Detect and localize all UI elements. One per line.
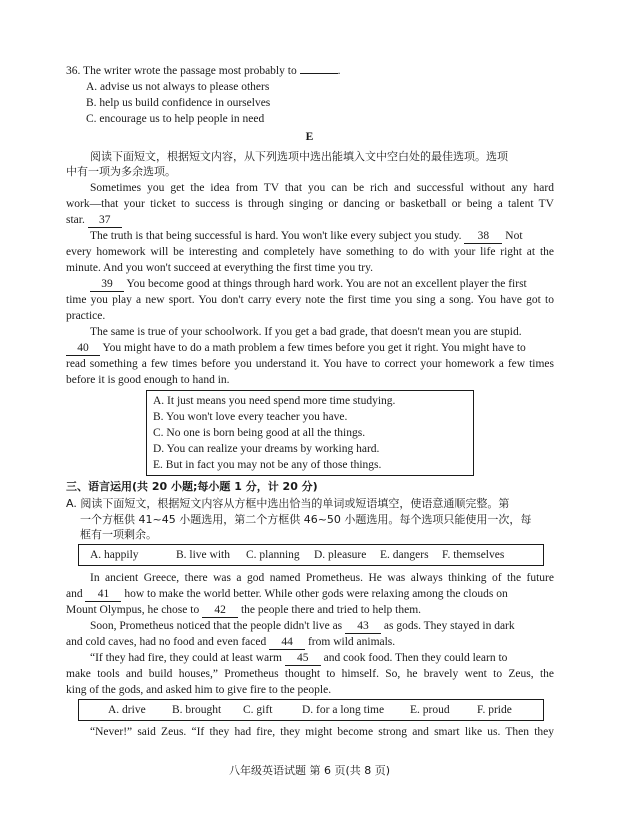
passage-text: star. <box>66 214 85 226</box>
passage-text: from wild animals. <box>307 636 396 648</box>
passage-e-p4-line-1: The same is true of your schoolwork. If you get a bad grade, that doesn't mean you are stupid. <box>90 326 522 338</box>
passage-text: You become good at things through hard work. You are not an excellent player the first <box>126 278 527 290</box>
page-footer: 八年级英语试题 第 6 页(共 8 页) <box>228 764 391 777</box>
word-box-1-option-b[interactable]: B. live with <box>176 549 230 561</box>
word-box-2-option-a[interactable]: A. drive <box>108 704 146 716</box>
question-36-text: 36. The writer wrote the passage most probably to <box>66 65 297 77</box>
passage-text: and <box>66 588 83 600</box>
passage-a-p3-line-2: make tools and build houses,” Prometheus thought to himself. So, he bravely went to Zeus, the <box>66 668 554 680</box>
passage-e-p2-line-1 <box>90 229 523 244</box>
question-36-option-b: B. help us build confidence in ourselves <box>86 97 271 109</box>
blank-39[interactable]: 39 <box>90 277 124 292</box>
question-36-option-c: C. encourage us to help people in need <box>86 113 265 125</box>
blank-43[interactable]: 43 <box>345 619 381 634</box>
passage-e-p4-line-2 <box>66 341 526 356</box>
section-e-option-a[interactable]: A. It just means you need spend more time studying. <box>153 395 396 407</box>
section-e-option-b[interactable]: B. You won't love every teacher you have. <box>153 411 348 423</box>
passage-text: Not <box>505 230 523 242</box>
word-box-2-option-f[interactable]: F. pride <box>477 704 512 716</box>
passage-a-p3-line-1 <box>90 651 507 666</box>
question-36-blank[interactable] <box>300 73 338 74</box>
word-box-1-option-a[interactable]: A. happily <box>90 549 139 561</box>
passage-text: “If they had fire, they could at least warm <box>90 652 282 664</box>
section-3-instruction-line-2: 一个方框供 41~45 小题选用，第二个方框供 46~50 小题选用。每个选项只能使用一次，每 <box>80 513 532 526</box>
section-e-option-e[interactable]: E. But in fact you may not be any of those things. <box>153 459 382 471</box>
passage-e-p2-line-3: minute. And you won't succeed at everything the first time you try. <box>66 262 373 274</box>
section-3-instruction-line-1: A. 阅读下面短文，根据短文内容从方框中选出恰当的单词或短语填空，使语意通顺完整。第 <box>66 497 510 510</box>
passage-text: You might have to do a math problem a few times before you get it right. You might have to <box>102 342 526 354</box>
passage-text: The truth is that being successful is hard. You won't like every subject you study. <box>90 230 462 242</box>
passage-e-p1-line-3 <box>66 213 122 228</box>
blank-41[interactable]: 41 <box>85 587 121 602</box>
passage-text: as gods. They stayed in dark <box>383 620 515 632</box>
word-box-1-option-c[interactable]: C. planning <box>246 549 300 561</box>
passage-e-p1-line-1: Sometimes you get the idea from TV that you can be rich and successful without any hard <box>90 182 554 194</box>
blank-45[interactable]: 45 <box>285 651 321 666</box>
blank-38[interactable]: 38 <box>464 229 502 244</box>
passage-a-p1-line-2 <box>66 587 508 602</box>
section-3-instruction-line-3: 框有一项剩余。 <box>80 528 157 541</box>
passage-e-p4-line-3: read something a few times before you understand it. You have to correct your homework a few times <box>66 358 554 370</box>
word-box-2-option-c[interactable]: C. gift <box>243 704 273 716</box>
passage-text: Soon, Prometheus noticed that the people didn't live as <box>90 620 343 632</box>
passage-e-p1-line-2: work—that your ticket to success is through singing or dancing or basketball or being a talent TV <box>66 198 554 210</box>
passage-e-p2-line-2: every homework will be interesting and completely have something to do with your life right at the <box>66 246 554 258</box>
passage-a-p2-line-2 <box>66 635 395 650</box>
word-box-1-option-e[interactable]: E. dangers <box>380 549 429 561</box>
passage-text: the people there and tried to help them. <box>240 604 422 616</box>
word-box-1-option-d[interactable]: D. pleasure <box>314 549 367 561</box>
word-box-2-option-e[interactable]: E. proud <box>410 704 450 716</box>
blank-40[interactable]: 40 <box>66 341 100 356</box>
section-e-instruction-line-1: 阅读下面短文，根据短文内容，从下列选项中选出能填入文中空白处的最佳选项。选项 <box>90 150 508 163</box>
section-e-heading: E <box>305 131 314 143</box>
word-box-1-option-f[interactable]: F. themselves <box>442 549 505 561</box>
passage-e-p3-line-3: practice. <box>66 310 106 322</box>
passage-text: and cold caves, had no food and even faced <box>66 636 267 648</box>
passage-text: and cook food. Then they could learn to <box>323 652 508 664</box>
passage-a-p4-line-1: “Never!” said Zeus. “If they had fire, they might become strong and smart like us. Then they <box>90 726 554 738</box>
passage-e-p3-line-2: time you play a new sport. You don't carry every note the first time you sing a song. You have got to <box>66 294 554 306</box>
passage-text: how to make the world better. While other gods were relaxing among the clouds on <box>124 588 508 600</box>
blank-42[interactable]: 42 <box>202 603 238 618</box>
word-box-2-option-b[interactable]: B. brought <box>172 704 222 716</box>
question-36-stem <box>66 64 340 78</box>
section-e-option-d[interactable]: D. You can realize your dreams by working hard. <box>153 443 380 455</box>
passage-a-p2-line-1 <box>90 619 515 634</box>
question-36-period: . <box>337 65 341 77</box>
blank-44[interactable]: 44 <box>269 635 305 650</box>
section-e-option-c[interactable]: C. No one is born being good at all the things. <box>153 427 366 439</box>
passage-a-p1-line-1: In ancient Greece, there was a god named Prometheus. He was always thinking of the future <box>90 572 554 584</box>
passage-e-p3-line-1 <box>90 277 527 292</box>
blank-37[interactable]: 37 <box>88 213 122 228</box>
question-36-option-a: A. advise us not always to please others <box>86 81 270 93</box>
passage-text: Mount Olympus, he chose to <box>66 604 200 616</box>
section-3-heading: 三、语言运用(共 20 小题;每小题 1 分，计 20 分) <box>66 480 318 493</box>
word-box-2-option-d[interactable]: D. for a long time <box>302 704 385 716</box>
passage-a-p1-line-3 <box>66 603 421 618</box>
passage-e-p4-line-4: before it is good enough to hand in. <box>66 374 230 386</box>
passage-a-p3-line-3: king of the gods, and asked him to give fire to the people. <box>66 684 332 696</box>
section-e-instruction-line-2: 中有一项为多余选项。 <box>66 165 176 178</box>
